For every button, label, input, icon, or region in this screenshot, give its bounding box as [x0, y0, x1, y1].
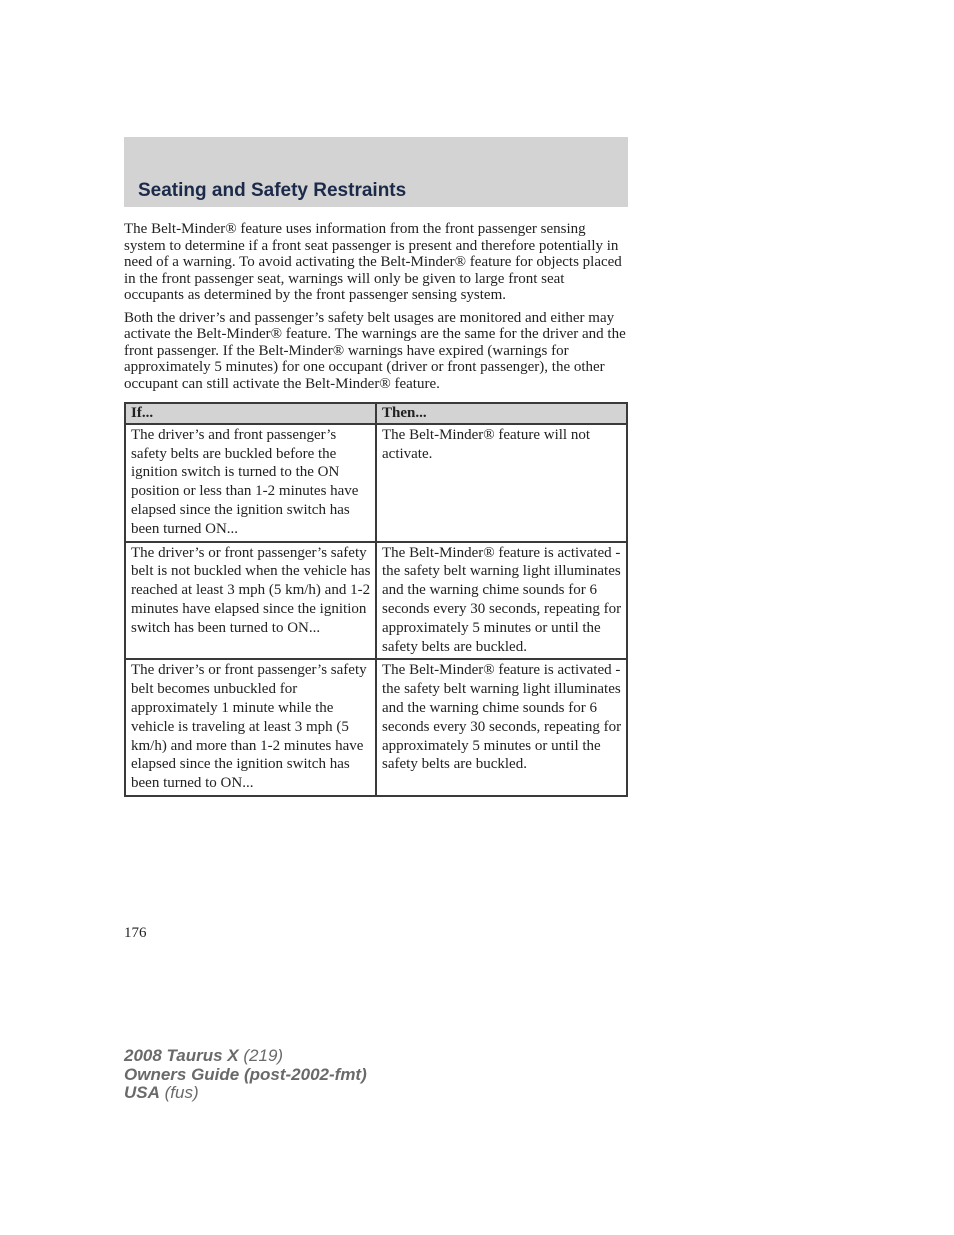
- footer-model: 2008 Taurus X: [124, 1046, 239, 1065]
- table-header-row: [125, 403, 627, 424]
- column-header-then: Then...: [376, 403, 627, 424]
- table-cell-if: The driver’s or front passenger’s safety belt is not buckled when the vehicle has reached at least 3 mph (5 km/h) and 1-2 minutes have elapsed since the ignition switch has been turned to ON...: [125, 542, 376, 660]
- footer-line: [124, 1084, 367, 1103]
- footer-line: [124, 1047, 367, 1066]
- table-row: [125, 424, 627, 542]
- footer-market: USA: [124, 1083, 160, 1102]
- table-cell-then: The Belt-Minder® feature is activated - the safety belt warning light illuminates and the warning chime sounds for 6 seconds every 30 seconds, repeating for approximately 5 minutes or until the safety belts are buckled.: [376, 542, 627, 660]
- table-row: [125, 659, 627, 796]
- document-footer: [124, 1047, 367, 1103]
- footer-market-code: (fus): [164, 1083, 199, 1102]
- footer-line: [124, 1066, 367, 1085]
- footer-guide-name: Owners Guide (post-2002-fmt): [124, 1064, 367, 1084]
- table-cell-if: The driver’s or front passenger’s safety belt becomes unbuckled for approximately 1 minute while the vehicle is traveling at least 3 mph (5 km/h) and more than 1-2 minutes have elapsed since the ignition switch has been turned to ON...: [125, 659, 376, 796]
- footer-model-code: (219): [243, 1046, 284, 1065]
- column-header-if: If...: [125, 403, 376, 424]
- table-row: [125, 542, 627, 660]
- body-paragraph: Both the driver’s and passenger’s safety belt usages are monitored and either may activate the Belt-Minder® feature. The warnings are the same for the driver and the front passenger. If the Belt-Minder® warnings have expired (warnings for approximately 5 minutes) for one occupant (driver or front passenger), the other occupant can still activate the Belt-Minder® feature.: [124, 309, 626, 392]
- page-content: [124, 221, 628, 797]
- table-cell-then: The Belt-Minder® feature is activated - the safety belt warning light illuminates and the warning chime sounds for 6 seconds every 30 seconds, repeating for approximately 5 minutes or until the safety belts are buckled.: [376, 659, 627, 796]
- section-title: Seating and Safety Restraints: [138, 180, 407, 201]
- page-number: 176: [124, 925, 147, 941]
- table-cell-then: The Belt-Minder® feature will not activate.: [376, 424, 627, 542]
- body-paragraph: The Belt-Minder® feature uses information from the front passenger sensing system to determine if a front seat passenger is present and therefore potentially in need of a warning. To avoid activating the Belt-Minder® feature for objects placed in the front passenger seat, warnings will only be given to large front seat occupants as determined by the front passenger sensing system.: [124, 221, 622, 303]
- belt-minder-table: [124, 402, 628, 797]
- table-cell-if: The driver’s and front passenger’s safety belts are buckled before the ignition switch is turned to the ON position or less than 1-2 minutes have elapsed since the ignition switch has been turned ON...: [125, 424, 376, 542]
- section-header-band: [124, 137, 628, 207]
